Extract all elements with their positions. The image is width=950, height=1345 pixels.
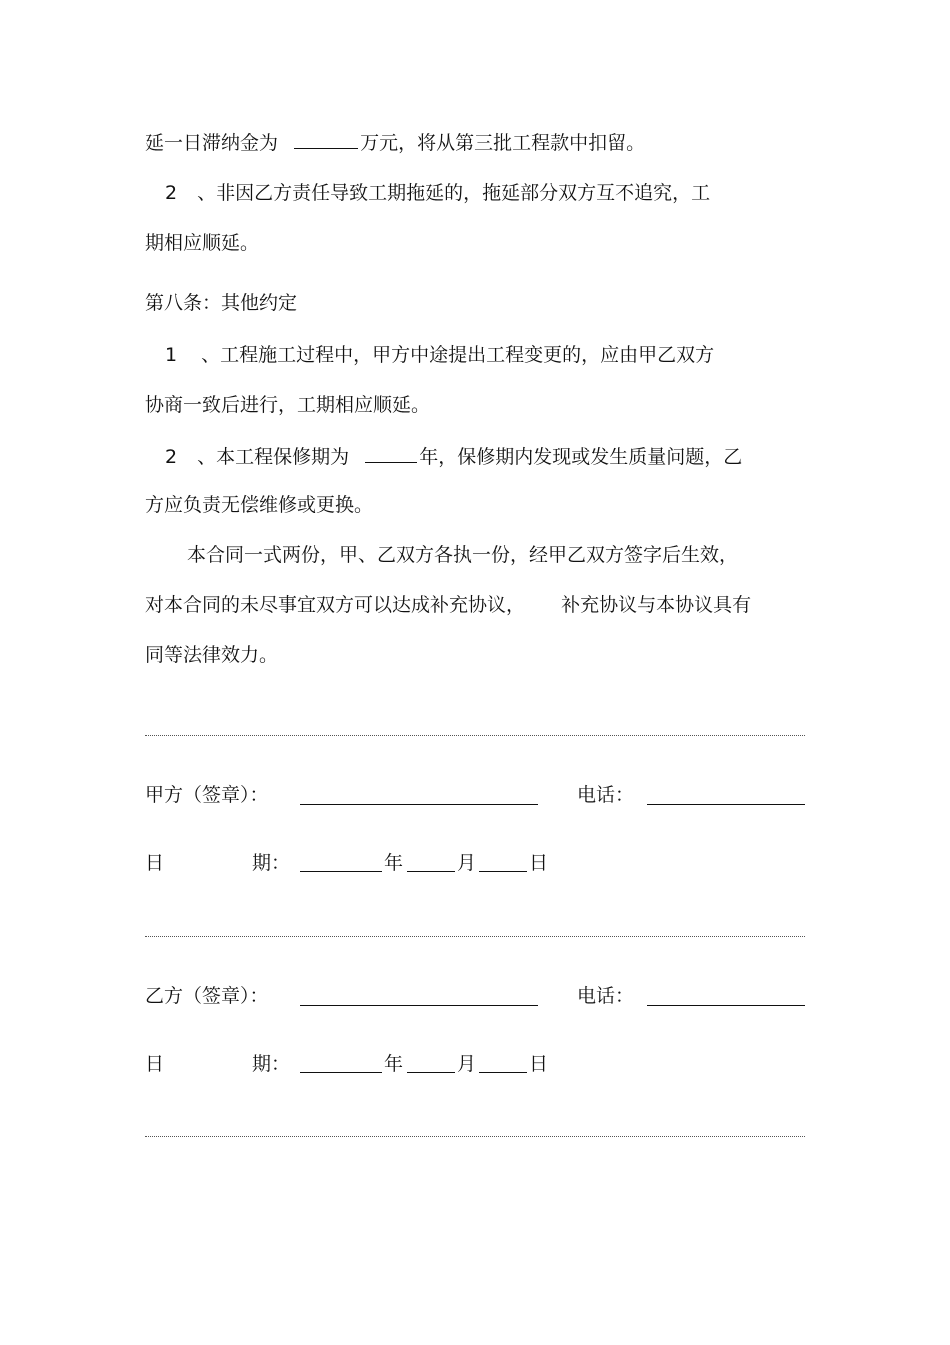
party-a-sign-field[interactable]	[300, 804, 538, 805]
article-8-heading	[145, 290, 297, 316]
penalty-text-a: 延一日滞纳金为	[145, 132, 279, 154]
party-a-year-label: 年	[384, 852, 404, 874]
closing-line-2	[145, 592, 751, 618]
clause-8-1-text-b: 协商一致后进行，工期相应顺延。	[145, 394, 431, 416]
clause-2-number: 2	[165, 182, 178, 204]
clause-8-2-line-1	[165, 442, 742, 470]
party-a-year-field[interactable]	[300, 871, 382, 872]
clause-2-text-b: 期相应顺延。	[145, 232, 260, 254]
party-a-month-field[interactable]	[407, 871, 455, 872]
party-b-phone-field[interactable]	[647, 1005, 805, 1006]
party-b-phone-label: 电话：	[577, 985, 635, 1007]
clause-8-2-line-2	[145, 492, 373, 518]
clause-2-line-2	[145, 230, 259, 256]
party-b-sign-label: 乙方（签章）：	[145, 985, 269, 1007]
party-b-day-label: 日	[529, 1053, 549, 1075]
closing-text-c: 补充协议与本协议具有	[561, 594, 752, 616]
article-8-title: 第八条：其他约定	[145, 292, 298, 314]
party-b-date-label-1: 日	[145, 1053, 165, 1075]
clause-8-1-number: 1	[165, 344, 178, 366]
divider-3	[145, 1136, 805, 1137]
party-b-year-field[interactable]	[300, 1072, 382, 1073]
party-b-year-label: 年	[384, 1053, 404, 1075]
penalty-text-b: 万元，将从第三批工程款中扣留。	[360, 132, 646, 154]
clause-8-2-text-c: 方应负责无偿维修或更换。	[145, 494, 374, 516]
closing-text-d: 同等法律效力。	[145, 644, 279, 666]
clause-8-2-text-a: 、本工程保修期为	[197, 446, 350, 468]
party-b-sign-field[interactable]	[300, 1005, 538, 1006]
closing-line-1	[187, 542, 738, 568]
closing-line-3	[145, 642, 278, 668]
party-a-date-label-1: 日	[145, 852, 165, 874]
divider-1	[145, 735, 805, 736]
clause-8-1-line-1	[165, 342, 714, 368]
party-a-date-label-2: 期：	[252, 852, 291, 874]
party-a-sign-label: 甲方（签章）：	[145, 784, 269, 806]
warranty-years-blank[interactable]	[365, 442, 417, 463]
party-a-month-label: 月	[457, 852, 477, 874]
closing-text-a: 本合同一式两份，甲、乙双方各执一份，经甲乙双方签字后生效，	[187, 544, 739, 566]
party-b-day-field[interactable]	[479, 1072, 527, 1073]
party-a-day-label: 日	[529, 852, 549, 874]
clause-2-text-a: 、非因乙方责任导致工期拖延的，拖延部分双方互不追究，工	[197, 182, 711, 204]
penalty-line	[145, 128, 645, 156]
party-a-phone-label: 电话：	[577, 784, 635, 806]
clause-8-1-line-2	[145, 392, 430, 418]
clause-2-line-1	[165, 180, 710, 206]
party-a-day-field[interactable]	[479, 871, 527, 872]
closing-text-b: 对本合同的未尽事宜双方可以达成补充协议，	[145, 594, 526, 616]
clause-8-2-text-b: 年，保修期内发现或发生质量问题，乙	[419, 446, 743, 468]
clause-8-1-text-a: 、工程施工过程中，甲方中途提出工程变更的，应由甲乙双方	[201, 344, 715, 366]
penalty-amount-blank[interactable]	[294, 128, 358, 149]
party-a-phone-field[interactable]	[647, 804, 805, 805]
party-b-month-label: 月	[457, 1053, 477, 1075]
clause-8-2-number: 2	[165, 446, 178, 468]
divider-2	[145, 936, 805, 937]
party-b-date-label-2: 期：	[252, 1053, 291, 1075]
party-b-month-field[interactable]	[407, 1072, 455, 1073]
